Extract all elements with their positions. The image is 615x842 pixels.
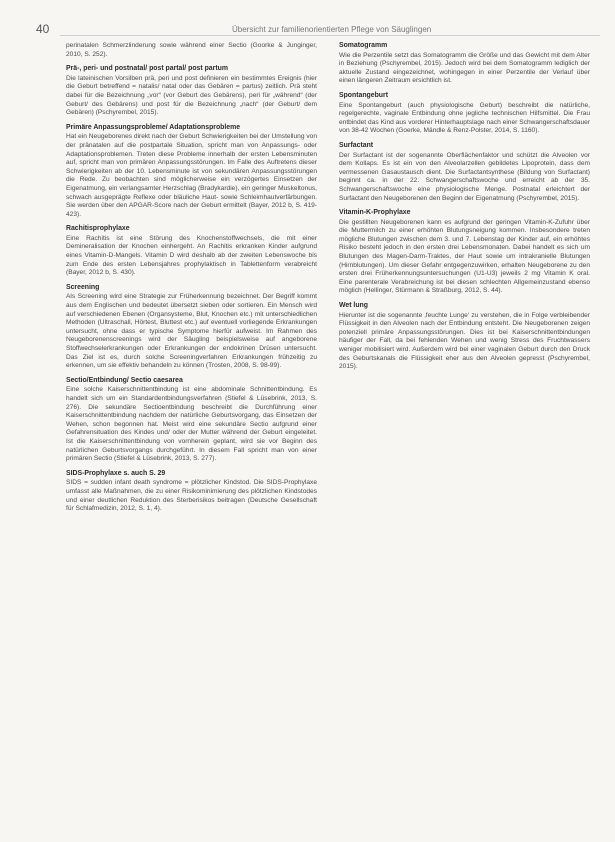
entry-text: Wie die Perzentile setzt das Somatogramm die Größe und das Gewicht mit dem Alter in Beziehung (Pschyrembel, 2015). Jedoch wird bei dem Somatogramm lediglich der aktuelle Zustand eingezeichnet, wohingegen in einer Perzentile der Verlauf über einen längeren Zeitraum ersichtlich ist.	[339, 51, 590, 85]
entry-text: Die gestillten Neugeborenen kann es aufgrund der geringen Vitamin-K-Zufuhr über die Muttermilch zu einer erhöhten Blutungsneigung kommen. Insbesondere treten mögliche Blutungen zwischen dem 3. und 7. Lebenstag der Kinder auf, ein erhöhtes Risiko besteht jedoch in den ersten drei Lebensmonaten. Dabei handelt es sich um Blutungen des Magen-Darm-Traktes, der Haut sowie um intrakranielle Blutungen (Hirnblutungen). Um dieser Gefahr entgegenzuwirken, erhalten Neugeborene zu den ersten drei Früherkennungsuntersuchungen (U1-U3) jeweils 2 mg Vitamin K oral. Eine parenterale Verabreichung ist bei diesen schlechten Allgemeinzustand ebenso möglich (Hellinger, Stürmann & Straßburg, 2012, S. 44).	[339, 218, 590, 295]
entry-text: Hat ein Neugeborenes direkt nach der Geburt Schwierigkeiten bei der Umstellung von der pränatalen auf die postpartale Situation, spricht man von Anpassungs- oder Adaptationsproblemen. Treten diese Probleme innerhalb der ersten Lebensminuten auf, spricht man von primären Anpassungsstörungen. Im Falle des Auftretens dieser Schwierigkeiten ab der 10. Lebensminute ist von sekundären Anpassungsstörungen die Rede. Zu beobachten sind möglicherweise ein verzögertes Einsetzen der Eigenatmung, ein verlangsamter Herzschlag (Bradykardie), ein geringer Muskeltonus, schwach ausgeprägte Reflexe oder bläuliche Haut- sowie Schleimhautverfärbungen. Sie werden über den APGAR-Score nach der Geburt ermittelt (Bayer, 2012 b, S. 419-423).	[66, 133, 317, 218]
entry-text: Hierunter ist die sogenannte ‚feuchte Lunge‘ zu verstehen, die in Folge verbleibender Flüssigkeit in den Alveolen nach der Entbindung entsteht. Die Neugeborenen zeigen potenziell primäre Anpassungsstörungen. Dies ist bei Kaiserschnittentbindungen häufiger der Fall, da bei fehlenden Wehen und wenig Stress des Fruchtwassers weniger mobilisiert wird. Außerdem wird bei einer vaginalen Geburt durch den Druck des Geburtskanals die Flüssigkeit eher aus den Alveolen gepresst (Pschyrembel, 2015).	[339, 311, 590, 371]
entry-heading: Rachitisprophylaxe	[66, 225, 130, 233]
entry-spontangeburt	[339, 92, 590, 136]
page-number: 40	[36, 22, 50, 36]
entry-prae-peri-postnatal	[66, 65, 317, 118]
entry-rachitisprophylaxe	[66, 225, 317, 278]
entry-sectio	[66, 377, 317, 464]
continuation-text: perinatalen Schmerzlinderung sowie während einer Sectio (Goorke & Junginger, 2010, S. 252).	[66, 42, 317, 58]
entry-heading: Screening	[66, 283, 100, 291]
entry-screening	[66, 284, 317, 371]
entry-heading: Primäre Anpassungsprobleme/ Adaptationsprobleme	[66, 123, 241, 131]
entry-text: SIDS = sudden infant death syndrome = plötzlicher Kindstod. Die SIDS-Prophylaxe umfasst alle Maßnahmen, die zu einer Risikominimierung des plötzlichen Kindstodes und einer deutlichen Reduktion des Sterberisikos beitragen (Deutsche Gesellschaft für Schlafmedizin, 2012, S. 1, 4).	[66, 479, 317, 513]
continuation-paragraph	[66, 42, 317, 59]
left-column	[66, 42, 317, 520]
entry-text: Eine solche Kaiserschnittentbindung ist eine abdominale Schnittentbindung. Es handelt sich um ein Standardentbindungsverfahren (Stiefel & Lüsebrink, 2013, S. 276). Die sekundäre Sectioentbindung beschreibt die Durchführung einer Kaiserschnittentbindung nachdem der natürliche Geburtsvorgang, das Einsetzen der Wehen, schon begonnen hat. Meist wird eine sekundäre Sectio aufgrund einer Gefahrensituation des Kindes und/ oder der Mutter während der Geburt eingeleitet. Ist die Kaiserschnittentbindung von vornherein geplant, wird sie vor Beginn des natürlichen Geburtsvorgangs durchgeführt. In diesem Fall spricht man von einer primären Sectio (Stiefel & Lüsebrink, 2013, S. 277).	[66, 386, 317, 463]
entry-text: Eine Spontangeburt (auch physiologische Geburt) beschreibt die natürliche, regelgerechte, vaginale Entbindung ohne jegliche technischen Hilfsmittel. Die Frau entbindet das Kind aus vorderer Hinterhauptslage nach einer Schwangerschaftsdauer von 38-42 Wochen (Goerke, Mändle & Renz-Polster, 2014, S. 1160).	[339, 101, 590, 135]
entry-text: Als Screening wird eine Strategie zur Früherkennung bezeichnet. Der Begriff kommt aus dem Englischen und bedeutet übersetzt sieben oder sortieren. Ein Mensch wird auf verschiedenen Ebenen (Organsysteme, Blut, Knochen etc.) mit unterschiedlichen Methoden (Ultraschall, Hörtest, Bluttest etc.) auf eventuell vorliegende Erkrankungen untersucht, ohne dass er typische Symptome hierfür aufweist. Im Rahmen des Neugeborenenscreenings wird der Säugling beispielsweise auf angeborene Stoffwechselerkrankungen oder Erkrankungen der endokrinen Drüsen untersucht. Das Ziel ist es, durch solche Screeningverfahren Erkrankungen frühzeitig zu erkennen, um sie effektiv behandeln zu können (Trosten, 2008, S. 98-99).	[66, 293, 317, 370]
entry-heading: Somatogramm	[339, 42, 388, 49]
right-column	[339, 42, 590, 378]
entry-heading: Vitamin-K-Prophylaxe	[339, 209, 411, 217]
running-title: Übersicht zur familienorientierten Pflege von Säuglingen	[232, 25, 432, 34]
entry-heading: SIDS-Prophylaxe s. auch S. 29	[66, 469, 166, 477]
entry-heading: Sectio/Entbindung/ Sectio caesarea	[66, 376, 183, 384]
entry-somatogramm	[339, 42, 590, 86]
entry-surfactant	[339, 142, 590, 203]
entry-heading: Prä-, peri- und postnatal/ post partal/ post partum	[66, 65, 228, 73]
entry-sids-prophylaxe	[66, 470, 317, 514]
entry-text: Die lateinischen Vorsilben prä, peri und post definieren ein bestimmtes Ereignis (hier die Geburt betreffend = natalis/ natal oder das Gebären = partus) zeitlich. Prä steht dabei für die Bezeichnung „vor“ (vor Geburt des Gebärens), peri für „während“ (der Geburt/ des Gebärens) und post für die Bezeichnung „nach“ (der Geburt/ dem Gebären) (Pschyrembel, 2015).	[66, 74, 317, 117]
entry-anpassungsprobleme	[66, 124, 317, 220]
entry-heading: Wet lung	[339, 302, 368, 310]
entry-vitamin-k-prophylaxe	[339, 209, 590, 296]
entry-heading: Surfactant	[339, 141, 374, 149]
entry-heading: Spontangeburt	[339, 91, 388, 99]
entry-text: Eine Rachitis ist eine Störung des Knochenstoffwechsels, die mit einer Demineralisation der Knochen einhergeht. An Rachitis erkranken Kinder aufgrund eines Vitamin-D-Mangels. Vitamin D wird deshalb ab der zweiten Lebenswoche bis zum Ende des ersten Lebensjahres prophylaktisch in Tablettenform verabreicht (Bayer, 2012 b, S. 430).	[66, 234, 317, 277]
entry-wet-lung	[339, 302, 590, 372]
entry-text: Der Surfactant ist der sogenannte Oberflächenfaktor und schützt die Alveolen vor dem Kollaps. Es ist ein von den Alveolarzellen gebildetes Lipoprotein, dass dem vermessenen Gasaustausch dient. Die Surfactantsynthese (Bildung von Surfactant) beginnt ca. in der 22. Schwangerschaftswoche und erreicht ab der 35. Schwangerschaftswoche eine physiologische Menge. Postnatal erleichtert der Surfactant den Neugeborenen den Beginn der Eigenatmung (Pschyrembel, 2015).	[339, 151, 590, 202]
header-rule	[60, 35, 600, 36]
